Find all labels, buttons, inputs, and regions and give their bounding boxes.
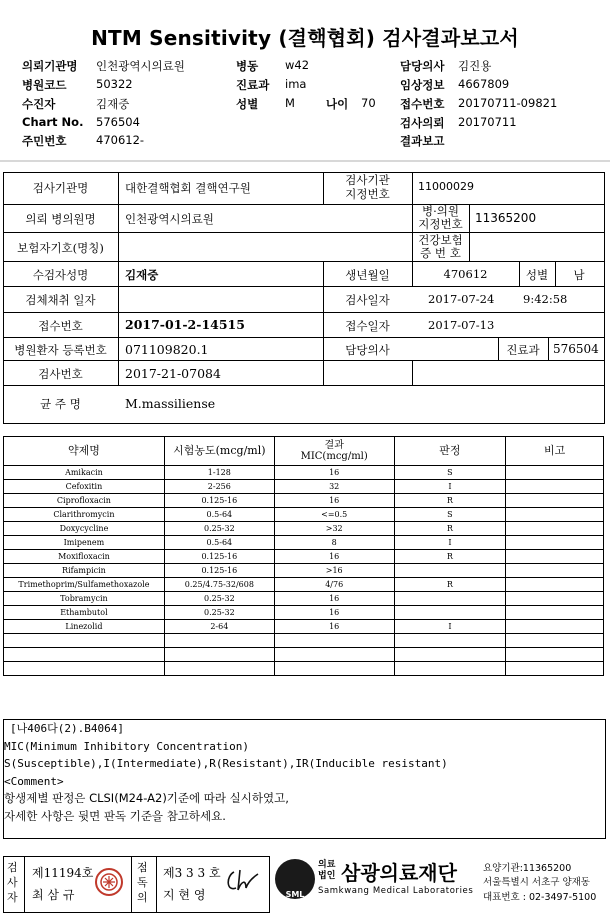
health-label: 건강보험 증 번 호: [418, 233, 463, 260]
organism-label: 균 주 명: [40, 397, 81, 411]
cell-note: [506, 550, 604, 564]
ward-value: w42: [285, 58, 310, 72]
cell-mic: 16: [274, 494, 394, 508]
test-no-label: 검사번호: [38, 367, 83, 381]
hosp-desig-value: 11365200: [475, 211, 537, 225]
cell-conc: 0.25-32: [164, 522, 274, 536]
reg-date-value: 2017-07-13: [428, 318, 495, 332]
cell-drug: Amikacin: [4, 466, 165, 480]
resident-value: 470612-: [96, 133, 145, 147]
cell-conc: 0.125-16: [164, 494, 274, 508]
clinical-label: 임상정보: [400, 78, 445, 92]
table-row: [4, 522, 604, 536]
receipt-value: 20170711-09821: [458, 96, 558, 110]
cell-note: [506, 494, 604, 508]
examiner-no: 제11194호: [32, 866, 94, 880]
reg-date-label: 접수일자: [345, 319, 390, 333]
cell-judge: [394, 564, 506, 578]
cell-note: [506, 508, 604, 522]
table-row: [4, 564, 604, 578]
cell-judge: [394, 634, 506, 648]
reg-no-label: 접수번호: [38, 319, 83, 333]
cell-judge: R: [394, 578, 506, 592]
table-row: [4, 592, 604, 606]
reviewer-label: 점독의: [137, 861, 148, 904]
test-time-value: 9:42:58: [523, 292, 568, 306]
request-value: 20170711: [458, 115, 517, 129]
header-conc: 시험농도(mcg/ml): [164, 437, 274, 466]
patient-name-value: 김재중: [125, 268, 159, 282]
table-row: [4, 662, 604, 676]
cell-judge: R: [394, 494, 506, 508]
header-separator: [0, 160, 610, 162]
cell-mic: 16: [274, 592, 394, 606]
note-line-5: 항생제별 판정은 CLSI(M24-A2)기준에 따라 실시하였고,: [4, 791, 289, 805]
lab-name-label: 검사기관명: [32, 181, 89, 195]
table-row: [4, 536, 604, 550]
cell-drug: Linezolid: [4, 620, 165, 634]
examiner-seal-icon: [94, 867, 124, 897]
dept-label: 진료과: [236, 78, 270, 92]
cell-drug: Doxycycline: [4, 522, 165, 536]
cell-mic: [274, 662, 394, 676]
lab-name-value: 대한결핵협회 결핵연구원: [125, 181, 251, 195]
age-value: 70: [361, 96, 376, 110]
phone: 대표번호 : 02-3497-5100: [483, 892, 597, 903]
examiner-name: 최 삼 규: [32, 888, 75, 902]
agency-label: 요양기관:11365200: [483, 863, 572, 874]
insurance-label: 보험자기호(명칭): [17, 241, 104, 255]
drug-table: [3, 436, 604, 676]
sex-label-2: 성별: [525, 268, 549, 282]
cell-judge: R: [394, 550, 506, 564]
reviewer-name: 지 현 영: [163, 888, 206, 902]
note-line-4: <Comment>: [4, 774, 64, 788]
sex-value: M: [285, 96, 295, 110]
table-row: [4, 550, 604, 564]
dept-value: ima: [285, 77, 307, 91]
lab-desig-label: 검사기관 지정번호: [345, 173, 390, 201]
cell-note: [506, 648, 604, 662]
cell-mic: 8: [274, 536, 394, 550]
reviewer-signature-icon: [224, 866, 262, 896]
table-row: [4, 648, 604, 662]
cell-note: [506, 578, 604, 592]
dept-label-2: 진료과: [506, 343, 540, 357]
cell-judge: [394, 606, 506, 620]
cell-mic: 16: [274, 620, 394, 634]
cell-drug: Clarithromycin: [4, 508, 165, 522]
patient-reg-value: 071109820.1: [125, 342, 209, 357]
cell-conc: [164, 648, 274, 662]
cell-note: [506, 634, 604, 648]
cell-judge: S: [394, 466, 506, 480]
cell-drug: Cefoxitin: [4, 480, 165, 494]
cell-mic: >32: [274, 522, 394, 536]
cell-drug: Trimethoprim/Sulfamethoxazole: [4, 578, 165, 592]
cell-drug: Rifampicin: [4, 564, 165, 578]
cell-drug: Imipenem: [4, 536, 165, 550]
cell-note: [506, 466, 604, 480]
org-small-label: 의료 법인: [318, 860, 336, 881]
cell-conc: 2-256: [164, 480, 274, 494]
cell-conc: 0.5-64: [164, 508, 274, 522]
cell-mic: 4/76: [274, 578, 394, 592]
reg-no-value: 2017-01-2-14515: [125, 317, 245, 332]
test-date-label: 검사일자: [345, 293, 390, 307]
cell-judge: [394, 662, 506, 676]
report-label: 결과보고: [400, 134, 445, 148]
header-result: 결과 MIC(mcg/ml): [274, 437, 394, 466]
header-note: 비고: [506, 437, 604, 466]
patient-reg-label: 병원환자 등록번호: [14, 343, 107, 357]
cell-drug: Ethambutol: [4, 606, 165, 620]
cell-note: [506, 620, 604, 634]
table-row: [4, 634, 604, 648]
cell-mic: 16: [274, 606, 394, 620]
request-label: 검사의뢰: [400, 116, 445, 130]
header-drug: 약제명: [4, 437, 165, 466]
hosp-code-label: 병원코드: [22, 78, 67, 92]
dept-value-2: 576504: [553, 342, 599, 356]
collect-label: 검체채취 일자: [25, 293, 96, 307]
table-row: [4, 508, 604, 522]
header-judgement: 판정: [394, 437, 506, 466]
note-line-6: 자세한 사항은 뒷면 판독 기준을 참고하세요.: [4, 808, 226, 823]
ward-label: 병동: [236, 59, 259, 73]
cell-conc: 0.5-64: [164, 536, 274, 550]
address: 서울특별시 서초구 양재동: [483, 877, 590, 888]
cell-drug: [4, 634, 165, 648]
cell-mic: [274, 634, 394, 648]
note-line-3: S(Susceptible),I(Intermediate),R(Resistant),IR(Inducible resistant): [4, 757, 448, 770]
resident-label: 주민번호: [22, 134, 67, 148]
cell-mic: 16: [274, 466, 394, 480]
req-hosp-value: 인천광역시의료원: [125, 212, 214, 226]
cell-drug: Ciprofloxacin: [4, 494, 165, 508]
cell-note: [506, 480, 604, 494]
cell-drug: Tobramycin: [4, 592, 165, 606]
cell-judge: S: [394, 508, 506, 522]
drug-table-header: [4, 437, 604, 466]
cell-drug: [4, 648, 165, 662]
table-row: [4, 620, 604, 634]
client-value: 인천광역시의료원: [96, 59, 185, 73]
patient-value: 김재중: [96, 97, 130, 111]
page-title: NTM Sensitivity (결핵협회) 검사결과보고서: [91, 26, 519, 50]
birth-label: 생년월일: [345, 268, 390, 282]
organism-value: M.massiliense: [125, 396, 216, 411]
cell-judge: I: [394, 620, 506, 634]
cell-conc: 0.125-16: [164, 550, 274, 564]
reviewer-no: 제3 3 3 호: [163, 866, 221, 880]
cell-conc: 0.25-32: [164, 592, 274, 606]
doctor-value: 김진용: [458, 59, 492, 73]
hosp-code-value: 50322: [96, 77, 133, 91]
logo-text: SML: [285, 890, 305, 899]
table-row: [4, 480, 604, 494]
cell-note: [506, 536, 604, 550]
doctor-label: 담당의사: [400, 59, 445, 73]
cell-drug: [4, 662, 165, 676]
cell-note: [506, 662, 604, 676]
lab-desig-value: 11000029: [418, 180, 474, 193]
sex-value-2: 남: [573, 268, 585, 282]
org-name-en: Samkwang Medical Laboratories: [318, 886, 474, 896]
cell-mic: 16: [274, 550, 394, 564]
cell-conc: 0.125-16: [164, 564, 274, 578]
cell-mic: <=0.5: [274, 508, 394, 522]
table-row: [4, 578, 604, 592]
sex-label: 성별: [236, 97, 259, 111]
cell-conc: 1-128: [164, 466, 274, 480]
cell-note: [506, 606, 604, 620]
cell-judge: R: [394, 522, 506, 536]
cell-judge: I: [394, 480, 506, 494]
cell-conc: [164, 634, 274, 648]
hosp-desig-label: 병·의원 지정번호: [418, 204, 463, 231]
cell-conc: [164, 662, 274, 676]
cell-conc: 0.25-32: [164, 606, 274, 620]
attending-label: 담당의사: [345, 343, 390, 357]
table-row: [4, 494, 604, 508]
birth-value: 470612: [443, 267, 488, 281]
patient-label: 수진자: [22, 97, 56, 111]
clinical-value: 4667809: [458, 77, 510, 91]
org-name: 삼광의료재단: [341, 861, 457, 885]
cell-drug: Moxifloxacin: [4, 550, 165, 564]
cell-mic: >16: [274, 564, 394, 578]
patient-name-label: 수검자성명: [32, 268, 89, 282]
age-label: 나이: [326, 97, 349, 111]
cell-note: [506, 522, 604, 536]
examiner-label: 검사자: [7, 861, 18, 904]
chart-value: 576504: [96, 115, 140, 129]
cell-mic: 32: [274, 480, 394, 494]
test-no-value: 2017-21-07084: [125, 366, 221, 381]
table-row: [4, 466, 604, 480]
cell-judge: I: [394, 536, 506, 550]
cell-mic: [274, 648, 394, 662]
notes-box: [3, 719, 606, 839]
cell-judge: [394, 592, 506, 606]
note-line-2: MIC(Minimum Inhibitory Concentration): [4, 739, 250, 753]
note-line-1: [나406다(2).B4064]: [10, 722, 124, 735]
cell-conc: 2-64: [164, 620, 274, 634]
cell-note: [506, 592, 604, 606]
table-row: [4, 606, 604, 620]
chart-label: Chart No.: [22, 115, 84, 129]
test-date-value: 2017-07-24: [428, 292, 495, 306]
client-label: 의뢰기관명: [22, 59, 78, 73]
cell-conc: 0.25/4.75-32/608: [164, 578, 274, 592]
cell-judge: [394, 648, 506, 662]
cell-note: [506, 564, 604, 578]
req-hosp-label: 의뢰 병의원명: [25, 212, 96, 226]
receipt-label: 접수번호: [400, 97, 445, 111]
